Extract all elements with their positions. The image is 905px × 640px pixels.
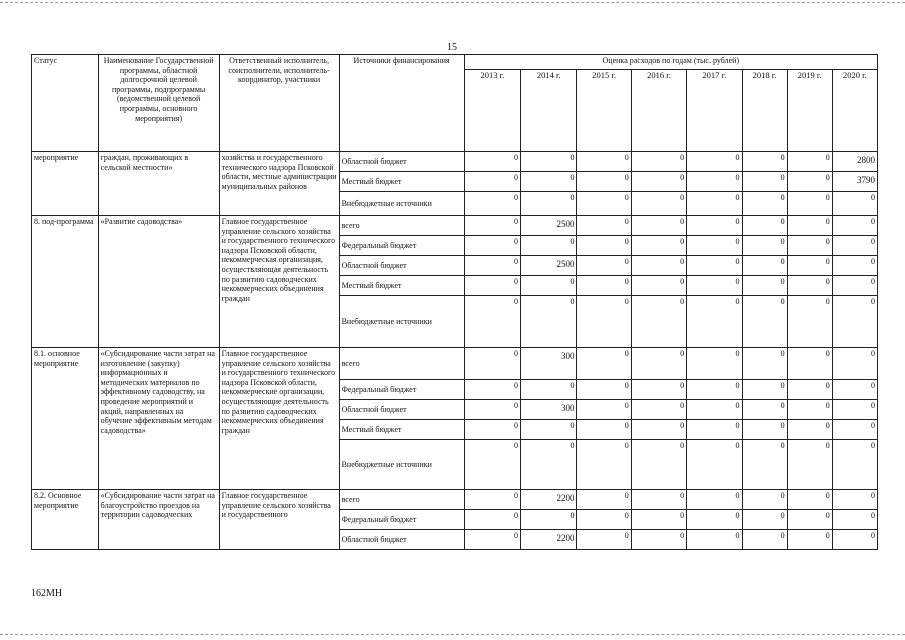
value-cell: 0 [464, 216, 520, 236]
value-cell: 0 [521, 510, 577, 530]
value-cell: 0 [832, 348, 877, 380]
value-cell: 0 [742, 216, 787, 236]
value-cell: 0 [742, 256, 787, 276]
header-status: Статус [32, 55, 99, 152]
value-cell: 0 [742, 440, 787, 490]
value-cell: 300 [521, 400, 577, 420]
value-cell: 0 [687, 152, 742, 172]
value-cell: 0 [521, 440, 577, 490]
value-cell: 0 [464, 510, 520, 530]
value-cell: 0 [521, 296, 577, 348]
value-cell: 0 [577, 192, 631, 216]
header-year: 2018 г. [742, 70, 787, 152]
source-cell: Местный бюджет [339, 172, 464, 192]
source-cell: Внебюджетные источники [339, 192, 464, 216]
value-cell: 0 [464, 348, 520, 380]
value-cell: 0 [742, 276, 787, 296]
source-cell: Внебюджетные источники [339, 296, 464, 348]
source-cell: Внебюджетные источники [339, 440, 464, 490]
value-cell: 0 [521, 420, 577, 440]
value-cell: 0 [631, 216, 686, 236]
header-sources: Источники финансирования [339, 55, 464, 152]
source-cell: Федеральный бюджет [339, 236, 464, 256]
value-cell: 0 [464, 296, 520, 348]
value-cell: 0 [631, 348, 686, 380]
value-cell: 0 [742, 152, 787, 172]
value-cell: 0 [464, 236, 520, 256]
value-cell: 0 [787, 216, 832, 236]
value-cell: 0 [464, 440, 520, 490]
value-cell: 0 [577, 510, 631, 530]
value-cell: 0 [577, 216, 631, 236]
expenditure-table [31, 54, 878, 550]
value-cell: 0 [631, 192, 686, 216]
value-cell: 0 [787, 172, 832, 192]
header-responsible: Ответственный исполнитель, соисполнители, исполнитель-координатор, участники [219, 55, 339, 152]
value-cell: 0 [787, 440, 832, 490]
value-cell: 0 [787, 348, 832, 380]
value-cell: 0 [521, 236, 577, 256]
block-responsible: хозяйства и государственного технического надзора Псковской области, местные администрации муниципальных районов [219, 152, 339, 216]
value-cell: 0 [687, 530, 742, 550]
value-cell: 0 [631, 152, 686, 172]
value-cell: 0 [631, 510, 686, 530]
value-cell: 0 [631, 530, 686, 550]
value-cell: 0 [631, 276, 686, 296]
value-cell: 0 [687, 510, 742, 530]
value-cell: 0 [577, 256, 631, 276]
value-cell: 0 [521, 172, 577, 192]
value-cell: 0 [787, 530, 832, 550]
value-cell: 0 [687, 348, 742, 380]
value-cell: 0 [832, 510, 877, 530]
value-cell: 0 [787, 296, 832, 348]
value-cell: 0 [832, 530, 877, 550]
value-cell: 0 [577, 440, 631, 490]
header-year: 2016 г. [631, 70, 686, 152]
block-name: граждан, проживающих в сельской местности» [98, 152, 219, 216]
value-cell: 0 [687, 172, 742, 192]
value-cell: 0 [832, 490, 877, 510]
value-cell: 0 [832, 420, 877, 440]
value-cell: 0 [832, 440, 877, 490]
header-estimate: Оценка расходов по годам (тыс. рублей) [464, 55, 877, 70]
value-cell: 0 [832, 216, 877, 236]
value-cell: 0 [464, 256, 520, 276]
value-cell: 0 [742, 420, 787, 440]
source-cell: всего [339, 490, 464, 510]
value-cell: 2800 [832, 152, 877, 172]
value-cell: 0 [787, 420, 832, 440]
source-cell: Областной бюджет [339, 530, 464, 550]
value-cell: 0 [631, 380, 686, 400]
value-cell: 0 [742, 530, 787, 550]
value-cell: 0 [687, 296, 742, 348]
value-cell: 0 [577, 490, 631, 510]
value-cell: 0 [687, 236, 742, 256]
value-cell: 0 [631, 172, 686, 192]
block-responsible: Главное государственное управление сельского хозяйства и государственного [219, 490, 339, 550]
header-year: 2014 г. [521, 70, 577, 152]
value-cell: 0 [787, 380, 832, 400]
header-year: 2017 г. [687, 70, 742, 152]
source-cell: Областной бюджет [339, 400, 464, 420]
value-cell: 300 [521, 348, 577, 380]
value-cell: 0 [631, 440, 686, 490]
value-cell: 2200 [521, 530, 577, 550]
value-cell: 0 [832, 276, 877, 296]
value-cell: 0 [742, 400, 787, 420]
value-cell: 0 [832, 380, 877, 400]
value-cell: 0 [787, 192, 832, 216]
value-cell: 0 [464, 152, 520, 172]
block-name: «Субсидирование части затрат на изготовление (закупку) информационных и методических материалов по эффективному садоводству, на проведение мероприятий и акций, направленных на обучение эффективным методам садоводства» [98, 348, 219, 490]
table-row [32, 490, 878, 510]
source-cell: всего [339, 216, 464, 236]
value-cell: 0 [832, 236, 877, 256]
value-cell: 0 [521, 192, 577, 216]
source-cell: Областной бюджет [339, 152, 464, 172]
value-cell: 0 [742, 172, 787, 192]
value-cell: 0 [521, 152, 577, 172]
footer-code: 162МН [31, 588, 63, 599]
value-cell: 0 [577, 380, 631, 400]
value-cell: 0 [787, 256, 832, 276]
value-cell: 0 [631, 420, 686, 440]
block-status: мероприятие [32, 152, 99, 216]
value-cell: 0 [464, 276, 520, 296]
source-cell: Федеральный бюджет [339, 380, 464, 400]
source-cell: Федеральный бюджет [339, 510, 464, 530]
value-cell: 2200 [521, 490, 577, 510]
table-row [32, 348, 878, 380]
value-cell: 2500 [521, 216, 577, 236]
source-cell: Местный бюджет [339, 420, 464, 440]
value-cell: 0 [577, 236, 631, 256]
header-name: Наименование Государственной программы, областной долгосрочной целевой программы, подпрограммы (ведомственной целевой программы, основного мероприятия) [98, 55, 219, 152]
block-status: 8.1. основное мероприятие [32, 348, 99, 490]
block-name: «Развитие садоводства» [98, 216, 219, 348]
value-cell: 0 [832, 400, 877, 420]
value-cell: 0 [832, 256, 877, 276]
header-year: 2013 г. [464, 70, 520, 152]
scan-edge-top [0, 2, 905, 3]
value-cell: 0 [577, 348, 631, 380]
value-cell: 0 [631, 236, 686, 256]
value-cell: 0 [742, 510, 787, 530]
block-status: 8.2. Основное мероприятие [32, 490, 99, 550]
header-row [32, 55, 878, 70]
value-cell: 0 [577, 400, 631, 420]
value-cell: 0 [742, 348, 787, 380]
value-cell: 0 [787, 400, 832, 420]
source-cell: Местный бюджет [339, 276, 464, 296]
value-cell: 0 [687, 380, 742, 400]
value-cell: 0 [742, 490, 787, 510]
value-cell: 0 [577, 420, 631, 440]
table-row [32, 216, 878, 236]
value-cell: 0 [742, 236, 787, 256]
source-cell: Областной бюджет [339, 256, 464, 276]
header-year: 2019 г. [787, 70, 832, 152]
value-cell: 0 [687, 276, 742, 296]
block-responsible: Главное государственное управление сельского хозяйства и государственного технического надзора Псковской области, некоммерческие организации, осуществляющие деятельность по развитию садоводческих некоммерческих объединения граждан [219, 348, 339, 490]
block-responsible: Главное государственное управление сельского хозяйства и государственного технического надзора Псковской области, некоммерческая организация, осуществляющая деятельность по развитию садоводческих некоммерческих объединения граждан [219, 216, 339, 348]
value-cell: 0 [687, 256, 742, 276]
value-cell: 0 [787, 236, 832, 256]
value-cell: 0 [464, 490, 520, 510]
value-cell: 0 [787, 152, 832, 172]
value-cell: 0 [687, 490, 742, 510]
value-cell: 0 [577, 172, 631, 192]
header-year: 2015 г. [577, 70, 631, 152]
value-cell: 0 [521, 380, 577, 400]
header-year: 2020 г. [832, 70, 877, 152]
value-cell: 0 [742, 296, 787, 348]
table-row [32, 152, 878, 172]
value-cell: 0 [832, 192, 877, 216]
value-cell: 0 [577, 276, 631, 296]
page-number: 15 [447, 42, 457, 53]
value-cell: 0 [577, 296, 631, 348]
value-cell: 0 [464, 380, 520, 400]
value-cell: 3790 [832, 172, 877, 192]
value-cell: 0 [464, 530, 520, 550]
value-cell: 0 [687, 400, 742, 420]
value-cell: 0 [631, 490, 686, 510]
value-cell: 0 [687, 192, 742, 216]
value-cell: 0 [787, 510, 832, 530]
value-cell: 0 [577, 530, 631, 550]
value-cell: 0 [521, 276, 577, 296]
value-cell: 0 [742, 192, 787, 216]
value-cell: 0 [742, 380, 787, 400]
block-name: «Субсидирование части затрат на благоустройство проездов на территории садоводческих [98, 490, 219, 550]
value-cell: 0 [787, 490, 832, 510]
value-cell: 0 [464, 420, 520, 440]
scan-edge-bottom [0, 634, 905, 635]
value-cell: 0 [832, 296, 877, 348]
source-cell: всего [339, 348, 464, 380]
value-cell: 0 [687, 216, 742, 236]
value-cell: 0 [577, 152, 631, 172]
value-cell: 0 [631, 256, 686, 276]
block-status: 8. под-программа [32, 216, 99, 348]
value-cell: 0 [464, 172, 520, 192]
value-cell: 0 [787, 276, 832, 296]
value-cell: 0 [687, 420, 742, 440]
value-cell: 0 [464, 192, 520, 216]
value-cell: 0 [464, 400, 520, 420]
value-cell: 0 [631, 400, 686, 420]
value-cell: 0 [687, 440, 742, 490]
value-cell: 2500 [521, 256, 577, 276]
value-cell: 0 [631, 296, 686, 348]
